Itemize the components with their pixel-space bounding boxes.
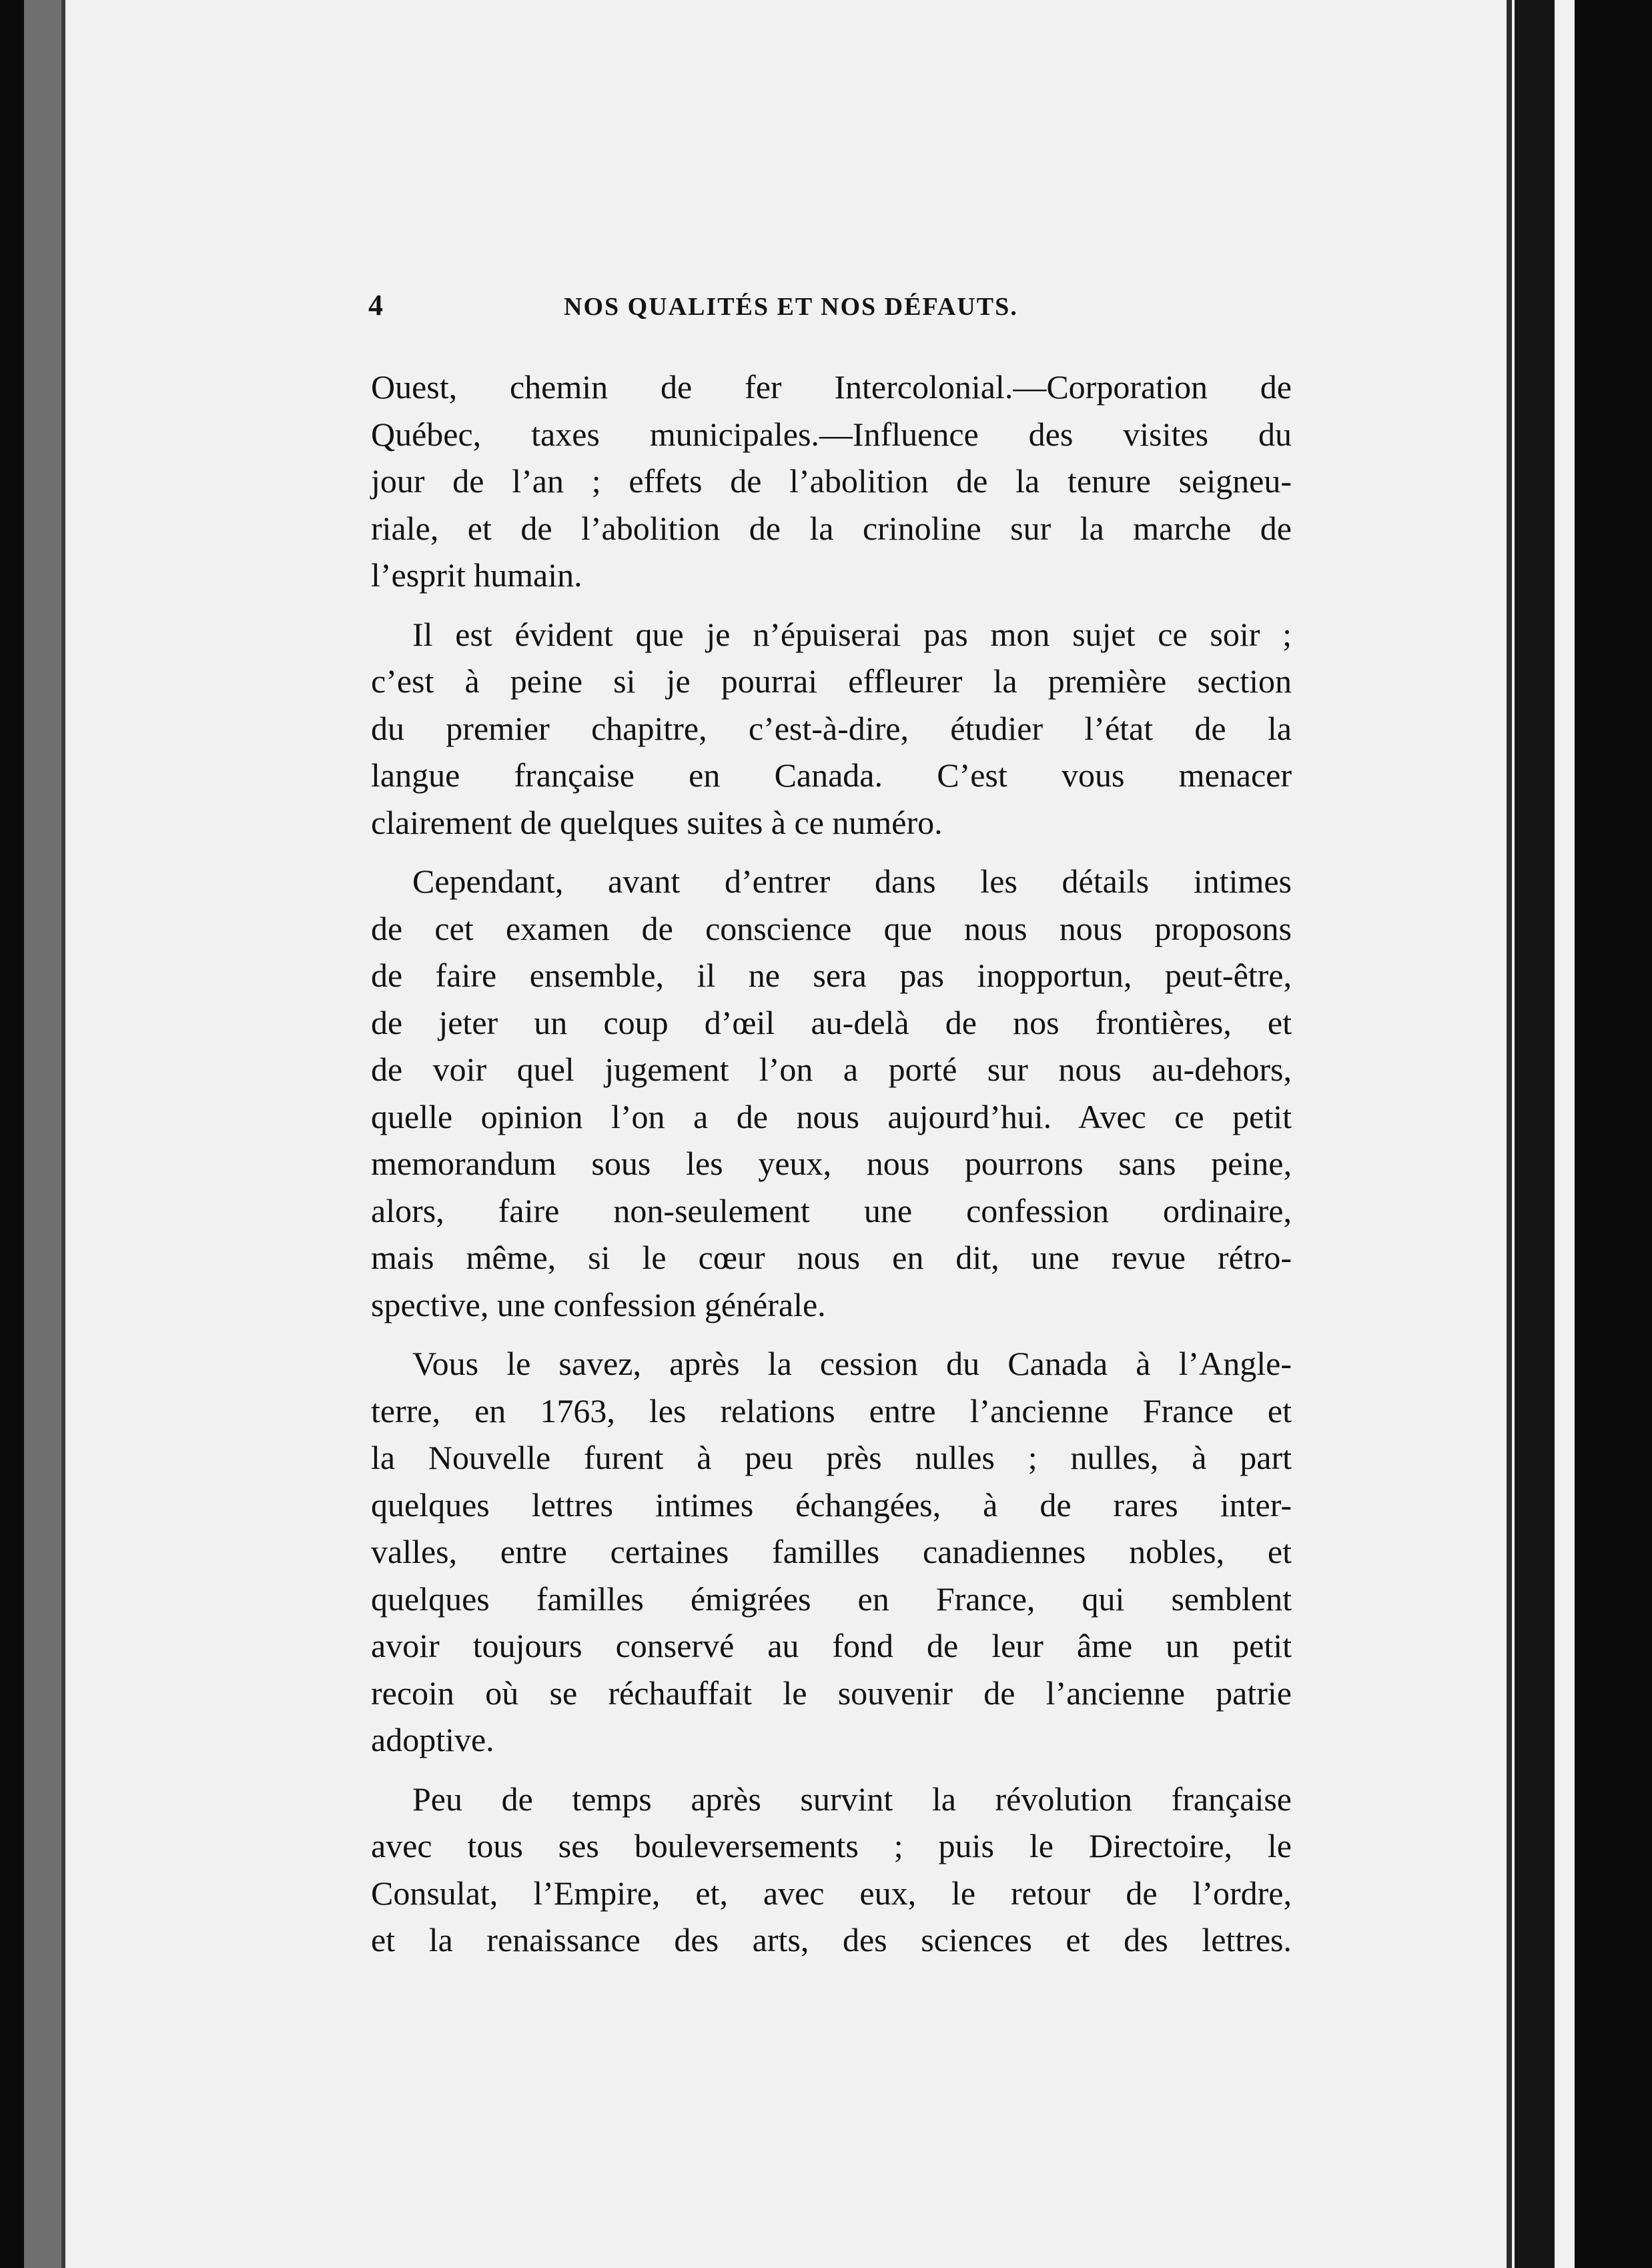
- text-line: quelle opinion l’on a de nous aujourd’hui. Avec ce petit: [371, 1097, 1292, 1135]
- page-rule-right: [1507, 0, 1512, 2268]
- text-line: jour de l’an ; effets de l’abolition de la tenure seigneu-: [371, 462, 1292, 500]
- text-line: Ouest, chemin de fer Intercolonial.—Corporation de: [371, 368, 1292, 406]
- text-line: riale, et de l’abolition de la crinoline sur la marche de: [371, 509, 1292, 547]
- paragraph-5: [371, 1776, 1292, 1964]
- paragraph-4: [371, 1340, 1292, 1764]
- paragraph-2: [371, 611, 1292, 846]
- text-line: mais même, si le cœur nous en dit, une revue rétro-: [371, 1239, 1292, 1276]
- running-head: [368, 288, 1292, 335]
- text-line: spective, une confession générale.: [371, 1285, 826, 1323]
- text-line: quelques familles émigrées en France, qui semblent: [371, 1580, 1292, 1618]
- text-line: de jeter un coup d’œil au-delà de nos frontières, et: [371, 1003, 1292, 1041]
- text-line: avoir toujours conservé au fond de leur âme un petit: [371, 1627, 1292, 1664]
- text-line: adoptive.: [371, 1721, 494, 1758]
- text-line: recoin où se réchauffait le souvenir de l’ancienne patrie: [371, 1674, 1292, 1712]
- text-line: memorandum sous les yeux, nous pourrons sans peine,: [371, 1145, 1292, 1182]
- text-line: langue française en Canada. C’est vous menacer: [371, 756, 1292, 794]
- text-line: du premier chapitre, c’est-à-dire, étudier l’état de la: [371, 709, 1292, 747]
- text-line: la Nouvelle furent à peu près nulles ; nulles, à part: [371, 1439, 1292, 1476]
- text-line: et la renaissance des arts, des sciences et des lettres.: [371, 1921, 1292, 1958]
- text-line: Québec, taxes municipales.—Influence des visites du: [371, 415, 1292, 453]
- text-line: de voir quel jugement l’on a porté sur nous au-dehors,: [371, 1051, 1292, 1088]
- body-text: [371, 364, 1292, 1976]
- text-line: Consulat, l’Empire, et, avec eux, le retour de l’ordre,: [371, 1874, 1292, 1912]
- text-line: Vous le savez, après la cession du Canada à l’Angle-: [412, 1345, 1292, 1382]
- text-line: Il est évident que je n’épuiserai pas mon sujet ce soir ;: [412, 615, 1292, 653]
- text-line: c’est à peine si je pourrai effleurer la première section: [371, 662, 1292, 700]
- text-line: valles, entre certaines familles canadiennes nobles, et: [371, 1533, 1292, 1570]
- paragraph-1: [371, 364, 1292, 599]
- text-line: l’esprit humain.: [371, 556, 582, 594]
- page-number: 4: [368, 289, 384, 322]
- text-line: de cet examen de conscience que nous nous proposons: [371, 909, 1292, 947]
- running-title: NOS QUALITÉS ET NOS DÉFAUTS.: [564, 293, 1018, 321]
- text-line: terre, en 1763, les relations entre l’ancienne France et: [371, 1391, 1292, 1430]
- text-line: de faire ensemble, il ne sera pas inopportun, peut-être,: [371, 957, 1292, 994]
- text-line: Peu de temps après survint la révolution française: [412, 1780, 1292, 1818]
- paragraph-3: [371, 858, 1292, 1328]
- text-line: alors, faire non-seulement une confession ordinaire,: [371, 1191, 1292, 1229]
- page-edge-right: [1515, 0, 1555, 2268]
- text-line: quelques lettres intimes échangées, à de rares inter-: [371, 1486, 1292, 1524]
- text-line: Cependant, avant d’entrer dans les détails intimes: [412, 863, 1292, 900]
- text-line: clairement de quelques suites à ce numéro.: [371, 803, 943, 841]
- text-line: avec tous ses bouleversements ; puis le Directoire, le: [371, 1827, 1292, 1864]
- page-edge-left: [24, 0, 61, 2268]
